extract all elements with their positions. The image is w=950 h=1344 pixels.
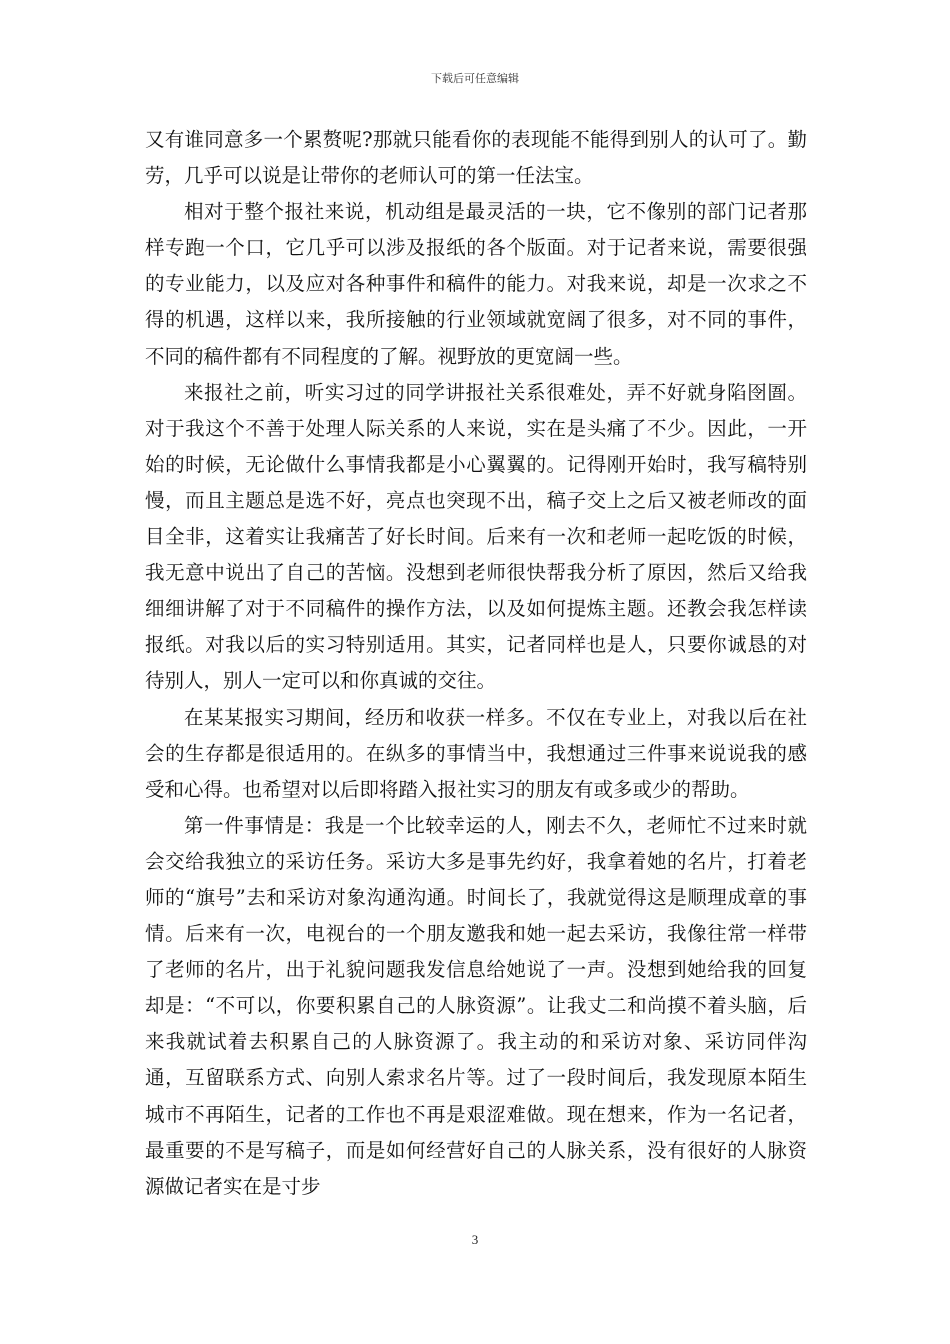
page-header: 下载后可任意编辑: [431, 72, 519, 85]
page-number: 3: [471, 1232, 479, 1247]
paragraph-4: 在某某报实习期间，经历和收获一样多。不仅在专业上，对我以后在社会的生存都是很适用的。在纵多的事情当中，我想通过三件事来说说我的感受和心得。也希望对以后即将踏入报社实习的朋友有或多或少的帮助。: [145, 705, 807, 801]
document-body: [145, 122, 807, 1205]
paragraph-2: 相对于整个报社来说，机动组是最灵活的一块，它不像别的部门记者那样专跑一个口，它几乎可以涉及报纸的各个版面。对于记者来说，需要很强的专业能力，以及应对各种事件和稿件的能力。对我来说，却是一次求之不得的机遇，这样以来，我所接触的行业领域就宽阔了很多，对不同的事件，不同的稿件都有不同程度的了解。视野放的更宽阔一些。: [145, 200, 807, 368]
paragraph-3: 来报社之前，听实习过的同学讲报社关系很难处，弄不好就身陷囹圄。对于我这个不善于处理人际关系的人来说，实在是头痛了不少。因此，一开始的时候，无论做什么事情我都是小心翼翼的。记得刚开始时，我写稿特别慢，而且主题总是选不好，亮点也突现不出，稿子交上之后又被老师改的面目全非，这着实让我痛苦了好长时间。后来有一次和老师一起吃饭的时候，我无意中说出了自己的苦恼。没想到老师很快帮我分析了原因，然后又给我细细讲解了对于不同稿件的操作方法，以及如何提炼主题。还教会我怎样读报纸。对我以后的实习特别适用。其实，记者同样也是人，只要你诚恳的对待别人，别人一定可以和你真诚的交往。: [145, 380, 807, 693]
paragraph-1: 又有谁同意多一个累赘呢?那就只能看你的表现能不能得到别人的认可了。勤劳，几乎可以说是让带你的老师认可的第一任法宝。: [145, 128, 807, 188]
paragraph-5: 第一件事情是：我是一个比较幸运的人，刚去不久，老师忙不过来时就会交给我独立的采访任务。采访大多是事先约好，我拿着她的名片，打着老师的“旗号”去和采访对象沟通沟通。时间长了，我就觉得这是顺理成章的事情。后来有一次，电视台的一个朋友邀我和她一起去采访，我像往常一样带了老师的名片，出于礼貌问题我发信息给她说了一声。没想到她给我的回复却是：“不可以，你要积累自己的人脉资源”。让我丈二和尚摸不着头脑，后来我就试着去积累自己的人脉资源了。我主动的和采访对象、采访同伴沟通，互留联系方式、向别人索求名片等。过了一段时间后，我发现原本陌生城市不再陌生，记者的工作也不再是艰涩难做。现在想来，作为一名记者，最重要的不是写稿子，而是如何经营好自己的人脉关系，没有很好的人脉资源做记者实在是寸步: [145, 813, 807, 1198]
